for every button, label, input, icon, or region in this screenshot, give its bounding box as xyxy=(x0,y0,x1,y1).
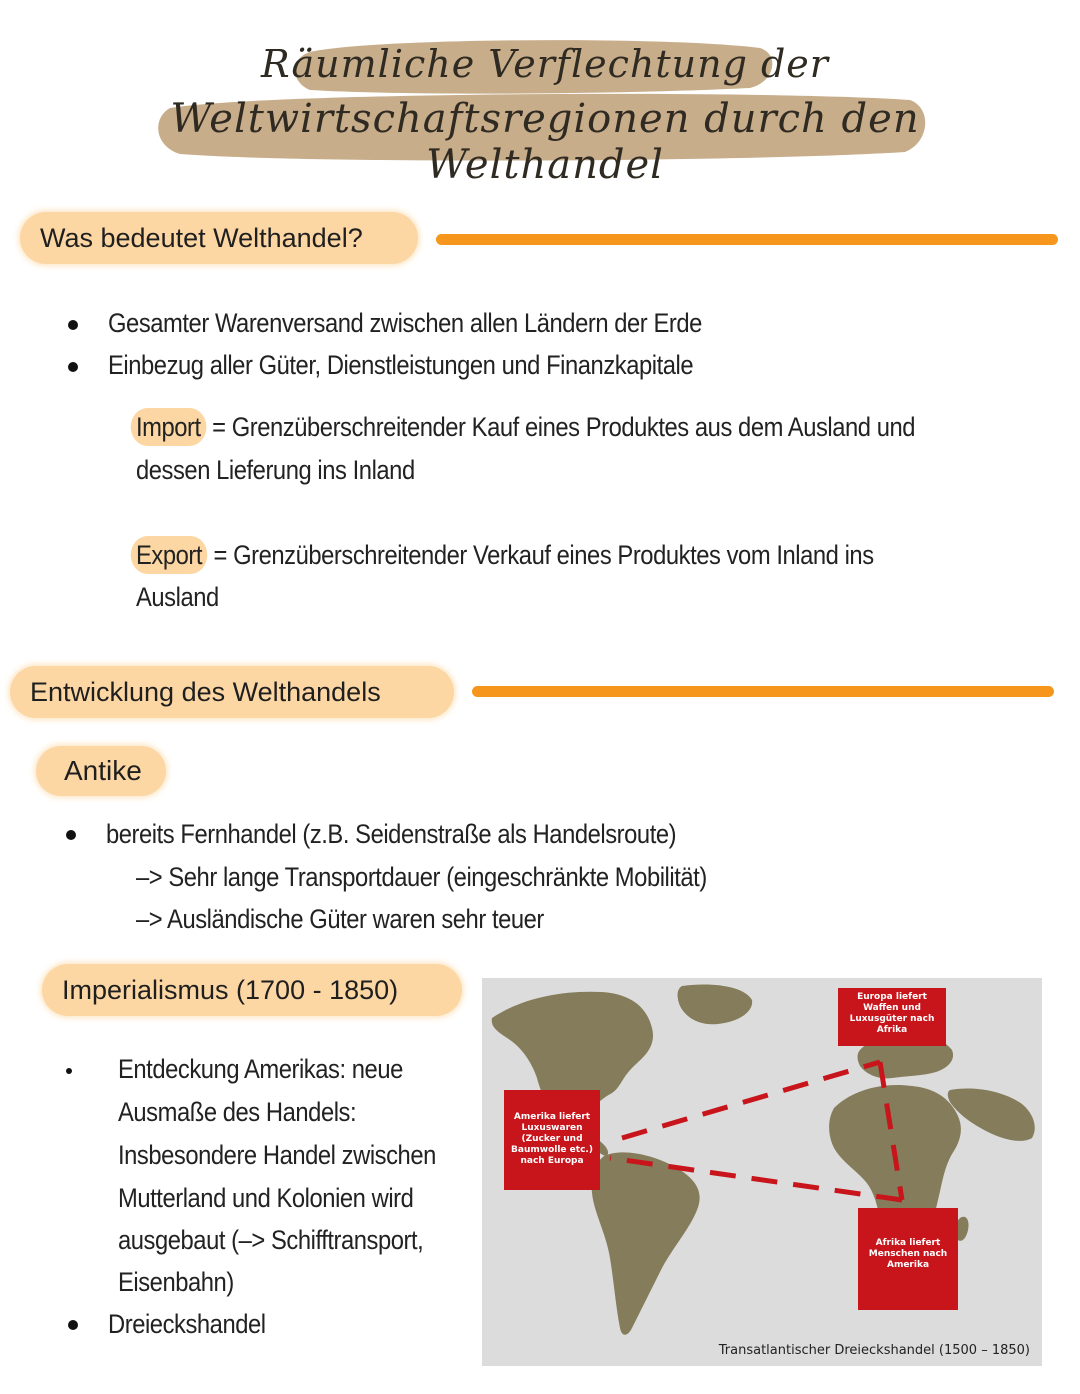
imperialismus-line: Insbesondere Handel zwischen xyxy=(118,1140,436,1170)
title-line-2: Weltwirtschaftsregionen durch den Welthandel xyxy=(170,96,920,188)
middle-east-landmass xyxy=(948,1089,1035,1141)
bullet-dot xyxy=(66,830,76,840)
title-line-1: Räumliche Verflechtung der xyxy=(261,42,829,86)
import-def-line1: = Grenzüberschreitender Kauf eines Produktes aus dem Ausland und xyxy=(205,412,916,442)
south-america-landmass xyxy=(592,1152,700,1334)
triangular-trade-map xyxy=(482,978,1042,1366)
europe-label-box: Europa liefert Waffen und Luxusgüter nach Afrika xyxy=(838,988,946,1046)
export-def-line1: = Grenzüberschreitender Verkauf eines Produktes vom Inland ins xyxy=(207,540,874,570)
bullet-dot xyxy=(66,1068,72,1074)
page-title xyxy=(150,30,940,188)
export-def-line2: Ausland xyxy=(136,582,219,612)
bullet-dot xyxy=(68,320,78,330)
bullet-dot xyxy=(68,1320,78,1330)
imperialismus-line: Eisenbahn) xyxy=(118,1267,234,1297)
imperialismus-line: Ausmaße des Handels: xyxy=(118,1097,357,1127)
export-term: Export xyxy=(131,536,208,574)
imperialismus-line: ausgebaut (–> Schifftransport, xyxy=(118,1225,424,1255)
import-definition xyxy=(136,412,915,443)
bullet-dot xyxy=(68,362,78,372)
bullet-text: Einbezug aller Güter, Dienstleistungen und Finanzkapitale xyxy=(108,350,694,380)
section-divider-1 xyxy=(436,234,1058,245)
imperialismus-line: Mutterland und Kolonien wird xyxy=(118,1183,414,1213)
america-label-box: Amerika liefert Luxuswaren (Zucker und Baumwolle etc.) nach Europa xyxy=(504,1090,600,1190)
greenland-landmass xyxy=(678,985,753,1025)
subheading-antike: Antike xyxy=(36,746,166,796)
subheading-imperialismus: Imperialismus (1700 - 1850) xyxy=(42,964,462,1016)
section-heading-entwicklung: Entwicklung des Welthandels xyxy=(10,666,454,718)
section-divider-2 xyxy=(472,686,1054,697)
antike-sub-1: –> Sehr lange Transportdauer (eingeschränkte Mobilität) xyxy=(136,862,707,892)
map-caption: Transatlantischer Dreieckshandel (1500 – 1850) xyxy=(718,1343,1030,1358)
antike-bullet: bereits Fernhandel (z.B. Seidenstraße als Handelsroute) xyxy=(106,819,677,849)
imperialismus-line: Entdeckung Amerikas: neue xyxy=(118,1054,403,1084)
africa-label-box: Afrika liefert Menschen nach Amerika xyxy=(858,1208,958,1310)
antike-sub-2: –> Ausländische Güter waren sehr teuer xyxy=(136,904,544,934)
section-heading-welthandel: Was bedeutet Welthandel? xyxy=(20,212,418,264)
import-term: Import xyxy=(131,408,206,446)
dreieckshandel-bullet: Dreieckshandel xyxy=(108,1309,266,1339)
bullet-text: Gesamter Warenversand zwischen allen Ländern der Erde xyxy=(108,308,702,338)
export-definition xyxy=(136,540,874,571)
import-def-line2: dessen Lieferung ins Inland xyxy=(136,455,415,485)
